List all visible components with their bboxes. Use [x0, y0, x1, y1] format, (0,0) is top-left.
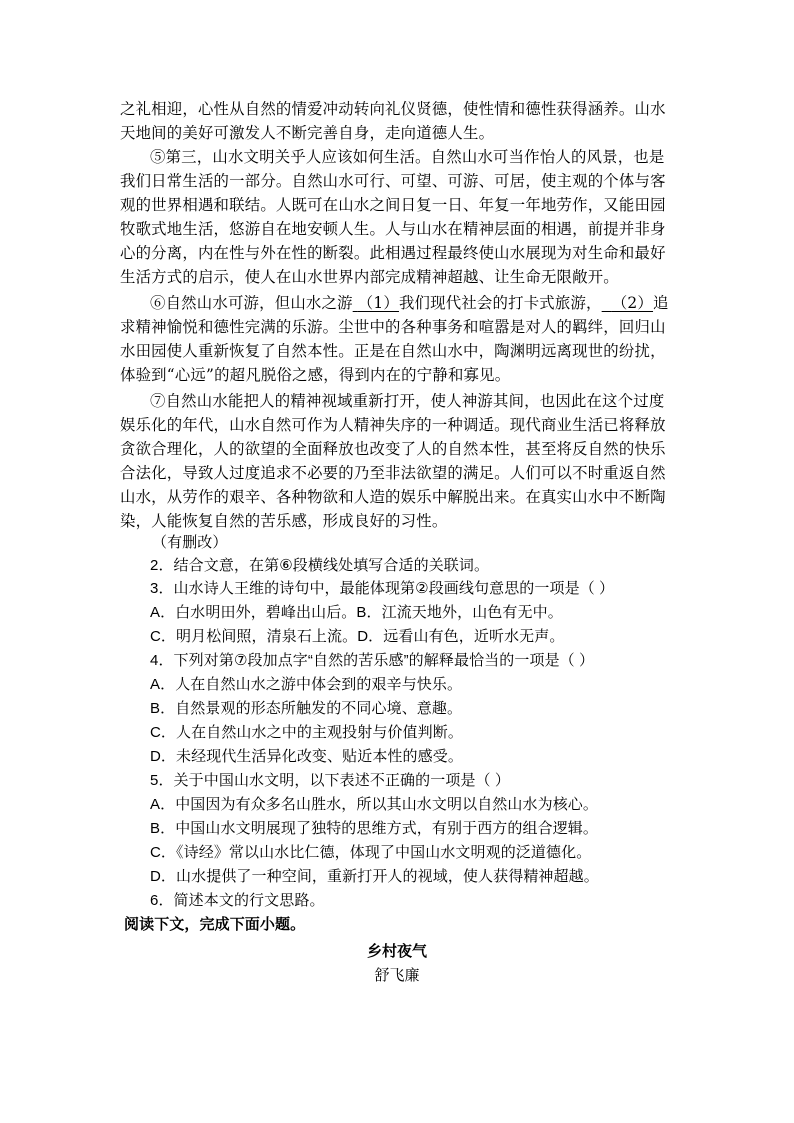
blank-1-label: （1）: [357, 294, 399, 312]
article-title: 乡村夜气: [366, 942, 427, 960]
paragraph-7-line: 娱乐化的年代，山水自然可作为人精神失序的一种调适。现代商业生活已将释放: [120, 416, 666, 434]
question-3-options-ab: A．白水明田外，碧峰出山后。B．江流天地外，山色有无中。: [150, 604, 563, 621]
paragraph-6-line: 水田园使人重新恢复了自然本性。正是在自然山水中，陶渊明远离现世的纷扰，: [120, 342, 666, 360]
question-4-option-c: C．人在自然山水之中的主观投射与价值判断。: [150, 724, 463, 741]
question-2: 2．结合文意，在第⑥段横线处填写合适的关联词。: [150, 557, 490, 574]
blank-2-label: （2）: [611, 294, 654, 312]
paragraph-7-line: 山水，从劳作的艰辛、各种物欲和人造的娱乐中解脱出来。在真实山水中不断陶: [120, 488, 666, 506]
paragraph-5-line: 心的分离，内在性与外在性的断裂。此相遇过程最终使山水展现为对生命和最好: [120, 244, 666, 262]
paragraph-line: 之礼相迎，心性从自然的情爱冲动转向礼仪贤德，使性情和德性获得涵养。山水: [120, 100, 666, 118]
question-4-option-b: B．自然景观的形态所触发的不同心境、意趣。: [150, 700, 463, 717]
paragraph-7-line: ⑦自然山水能把人的精神视域重新打开，使人神游其间，也因此在这个过度: [150, 392, 665, 410]
paragraph-7-line: 染，人能恢复自然的苦乐感，形成良好的习性。: [120, 512, 448, 530]
question-5: 5．关于中国山水文明，以下表述不正确的一项是（ ）: [150, 772, 511, 789]
paragraph-text: ⑥自然山水可游，但山水之游: [150, 294, 353, 312]
question-6: 6．简述本文的行文思路。: [150, 892, 325, 909]
paragraph-7-line: 合法化，导致人过度追求不必要的乃至非法欲望的满足。人们可以不时重返自然: [120, 464, 666, 482]
question-4: 4．下列对第⑦段加点字“自然的苦乐感”的解释最恰当的一项是（ ）: [150, 652, 595, 669]
paragraph-6-line: [150, 291, 669, 315]
paragraph-5-line: ⑤第三，山水文明关乎人应该如何生活。自然山水可当作怡人的风景，也是: [150, 148, 665, 166]
paragraph-line: 天地间的美好可激发人不断完善自身，走向道德人生。: [120, 124, 495, 142]
blank-1: [353, 294, 399, 312]
blank-2: [602, 294, 653, 312]
paragraph-6-line: 求精神愉悦和德性完满的乐游。尘世中的各种事务和喧嚣是对人的羁绊，回归山: [120, 318, 666, 336]
paragraph-7-line: 贪欲合理化，人的欲望的全面释放也改变了人的自然本性，甚至将反自然的快乐: [120, 440, 666, 458]
paragraph-text: 追: [653, 294, 669, 312]
paragraph-5-line: 我们日常生活的一部分。自然山水可行、可望、可游、可居，使主观的个体与客: [120, 172, 666, 190]
question-4-option-a: A．人在自然山水之游中体会到的艰辛与快乐。: [150, 676, 463, 693]
edit-note: （有删改）: [152, 534, 228, 551]
question-5-option-d: D．山水提供了一种空间，重新打开人的视域，使人获得精神超越。: [150, 868, 599, 885]
reading-instruction: 阅读下文，完成下面小题。: [124, 916, 306, 933]
question-3: 3．山水诗人王维的诗句中，最能体现第②段画线句意思的一项是（ ）: [150, 580, 615, 597]
paragraph-6-line: 体验到“心远”的超凡脱俗之感，得到内在的宁静和寡见。: [120, 366, 511, 384]
paragraph-5-line: 生活方式的启示，使人在山水世界内部完成精神超越、让生命无限敞开。: [120, 268, 619, 286]
paragraph-5-line: 牧歌式地生活，悠游自在地安顿人生。人与山水在精神层面的相遇，前提并非身: [120, 220, 666, 238]
question-4-option-d: D．未经现代生活异化改变、贴近本性的感受。: [150, 748, 463, 765]
paragraph-text: 我们现代社会的打卡式旅游，: [398, 294, 602, 312]
question-3-options-cd: C．明月松间照，清泉石上流。D．远看山有色，近听水无声。: [150, 628, 565, 645]
question-5-option-b: B．中国山水文明展现了独特的思维方式，有别于西方的组合逻辑。: [150, 820, 599, 837]
article-author: 舒飞廉: [374, 966, 420, 984]
question-5-option-a: A．中国因为有众多名山胜水，所以其山水文明以自然山水为核心。: [150, 796, 599, 813]
paragraph-5-line: 观的世界相遇和联结。人既可在山水之间日复一日、年复一年地劳作，又能田园: [120, 196, 666, 214]
question-5-option-c: C．《诗经》常以山水比仁德，体现了中国山水文明观的泛道德化。: [150, 844, 592, 861]
